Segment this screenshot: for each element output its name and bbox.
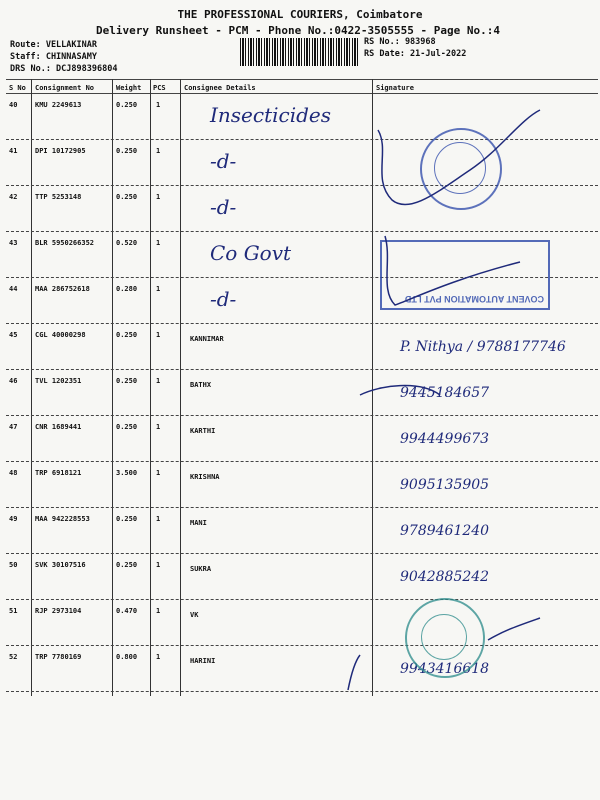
row-consignee: KANNIMAR: [190, 335, 224, 343]
row-pcs: 1: [156, 377, 161, 385]
rs-number: RS No.: 983968: [364, 37, 436, 47]
staff-label: Staff: CHINNASAMY: [10, 52, 97, 62]
row-handwritten-note: -d-: [210, 195, 237, 219]
signature-stroke: [360, 386, 440, 395]
row-sno: 41: [9, 147, 18, 155]
row-signature-text: 9789461240: [400, 523, 490, 539]
row-consignment: BLR 5950266352: [35, 239, 95, 247]
row-consignment: TVL 1202351: [35, 377, 82, 385]
row-consignment: MAA 286752618: [35, 285, 90, 293]
col-header-consignment: Consignment No: [35, 84, 95, 92]
rs-date: RS Date: 21-Jul-2022: [364, 49, 467, 59]
row-signature-text: P. Nithya / 9788177746: [400, 339, 566, 355]
row-sno: 40: [9, 101, 18, 109]
document-title: THE PROFESSIONAL COURIERS, Coimbatore: [177, 8, 423, 21]
row-pcs: 1: [156, 469, 161, 477]
row-sno: 48: [9, 469, 18, 477]
signature-stroke: [385, 236, 520, 305]
row-consignment: TRP 6918121: [35, 469, 82, 477]
row-consignee: BATHX: [190, 381, 212, 389]
row-consignment: CGL 40000298: [35, 331, 86, 339]
row-sno: 51: [9, 607, 18, 615]
row-weight: 0.250: [116, 331, 138, 339]
col-header-consignee: Consignee Details: [184, 84, 256, 92]
row-pcs: 1: [156, 331, 161, 339]
row-weight: 0.250: [116, 377, 138, 385]
col-header-pcs: PCS: [153, 84, 166, 92]
row-handwritten-note: Insecticides: [210, 103, 332, 127]
row-consignment: RJP 2973104: [35, 607, 82, 615]
row-signature-text: 9042885242: [400, 569, 490, 585]
row-consignment: TTP 5253148: [35, 193, 82, 201]
row-consignment: DPI 10172905: [35, 147, 86, 155]
row-consignment: TRP 7780169: [35, 653, 82, 661]
signature-stroke: [488, 618, 540, 640]
row-weight: 0.470: [116, 607, 138, 615]
col-header-weight: Weight: [116, 84, 142, 92]
row-sno: 49: [9, 515, 18, 523]
signature-stroke: [348, 655, 360, 690]
row-sno: 50: [9, 561, 18, 569]
row-sno: 52: [9, 653, 18, 661]
row-weight: 0.250: [116, 193, 138, 201]
row-weight: 0.250: [116, 147, 138, 155]
row-handwritten-note: -d-: [210, 149, 237, 173]
row-pcs: 1: [156, 561, 161, 569]
row-weight: 0.250: [116, 515, 138, 523]
row-sno: 42: [9, 193, 18, 201]
row-consignee: SUKRA: [190, 565, 212, 573]
col-header-signature: Signature: [376, 84, 414, 92]
col-header-sno: S No: [9, 84, 26, 92]
row-weight: 0.250: [116, 561, 138, 569]
row-pcs: 1: [156, 515, 161, 523]
row-weight: 3.500: [116, 469, 138, 477]
row-consignee: HARINI: [190, 657, 216, 665]
document-subtitle: Delivery Runsheet - PCM - Phone No.:0422-3505555 - Page No.:4: [96, 24, 500, 37]
row-consignment: MAA 942228553: [35, 515, 90, 523]
row-pcs: 1: [156, 285, 161, 293]
row-sno: 47: [9, 423, 18, 431]
row-consignment: KMU 2249613: [35, 101, 82, 109]
row-signature-text: 9445184657: [400, 385, 490, 401]
route-label: Route: VELLAKINAR: [10, 40, 97, 50]
row-pcs: 1: [156, 653, 161, 661]
row-pcs: 1: [156, 193, 161, 201]
drs-label: DRS No.: DCJ898396804: [10, 64, 118, 74]
row-sno: 45: [9, 331, 18, 339]
row-pcs: 1: [156, 423, 161, 431]
row-consignment: SVK 30107516: [35, 561, 86, 569]
company-stamp-text: COVENT AUTOMATION PVT LTD: [404, 294, 544, 304]
row-handwritten-note: Co Govt: [210, 241, 292, 265]
row-sno: 46: [9, 377, 18, 385]
row-sno: 44: [9, 285, 18, 293]
row-sno: 43: [9, 239, 18, 247]
row-pcs: 1: [156, 147, 161, 155]
row-weight: 0.800: [116, 653, 138, 661]
signature-stroke: [378, 110, 540, 205]
row-signature-text: 9944499673: [400, 431, 490, 447]
row-weight: 0.520: [116, 239, 138, 247]
row-pcs: 1: [156, 239, 161, 247]
row-pcs: 1: [156, 101, 161, 109]
row-consignee: KARTHI: [190, 427, 216, 435]
row-consignee: VK: [190, 611, 199, 619]
row-consignment: CNR 1689441: [35, 423, 82, 431]
row-weight: 0.250: [116, 101, 138, 109]
row-handwritten-note: -d-: [210, 287, 237, 311]
row-weight: 0.250: [116, 423, 138, 431]
row-weight: 0.280: [116, 285, 138, 293]
row-signature-text: 9943416618: [400, 661, 490, 677]
row-consignee: MANI: [190, 519, 207, 527]
row-signature-text: 9095135905: [400, 477, 490, 493]
row-pcs: 1: [156, 607, 161, 615]
row-consignee: KRISHNA: [190, 473, 220, 481]
